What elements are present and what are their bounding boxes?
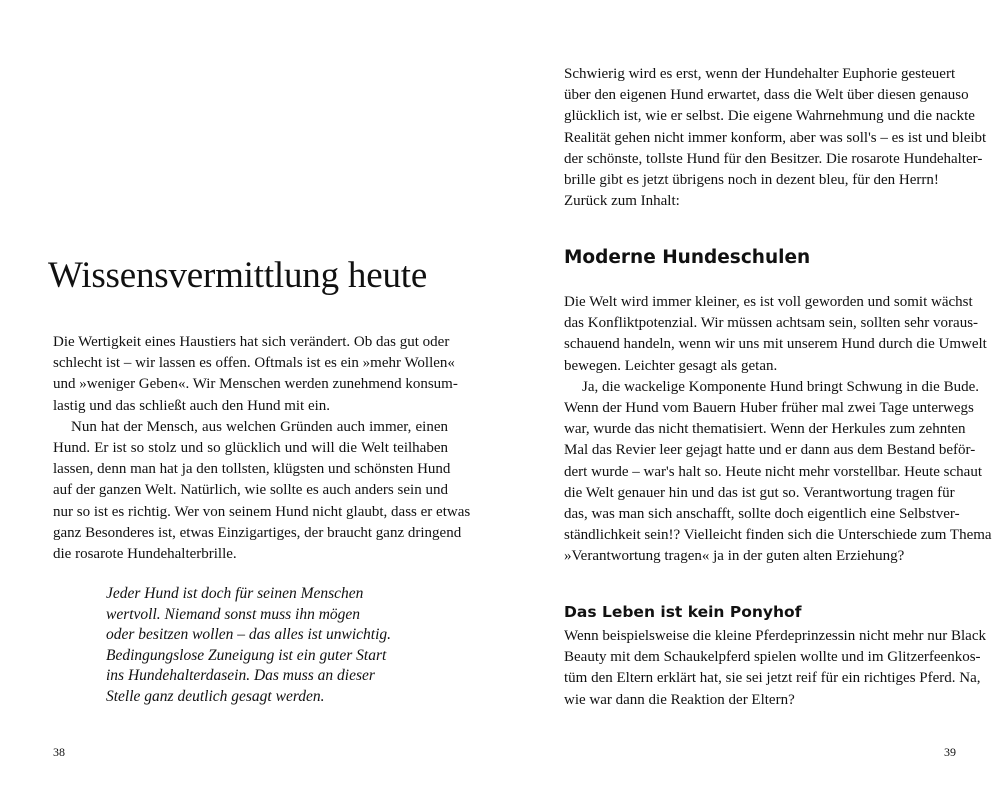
body-line: Ja, die wackelige Komponente Hund bringt Schwung in die Bude. — [582, 378, 980, 395]
body-line: Hund. Er ist so stolz und so glücklich und will die Welt teilhaben — [53, 439, 448, 456]
body-line: glücklich ist, wie er selbst. Die eigene Wahrnehmung und die nackte — [564, 108, 975, 125]
body-line: tüm den Eltern erklärt hat, sie sei jetzt reif für ein richtiges Pferd. Na, — [564, 670, 981, 687]
body-line: lassen, denn man hat ja den tollsten, klügsten und schönsten Hund — [53, 461, 451, 478]
body-line: nur so ist es richtig. Wer von seinem Hund nicht glaubt, dass er etwas — [53, 503, 471, 520]
body-line: Zurück zum Inhalt: — [564, 193, 680, 210]
quote-line: Stelle ganz deutlich gesagt werden. — [106, 687, 325, 705]
body-line: Realität gehen nicht immer konform, aber was soll's – es ist und bleibt — [564, 129, 987, 146]
page-number-left: 38 — [53, 745, 65, 759]
body-line: brille gibt es jetzt übrigens noch in dezent bleu, für den Herrn! — [564, 171, 939, 188]
body-line: ganz Besonderes ist, etwas Einzigartiges, der braucht ganz dringend — [53, 524, 462, 541]
body-line: das, was man sich anschafft, sollte doch eigentlich eine Selbstver- — [564, 505, 960, 522]
body-line: schauend handeln, wenn wir uns mit unserem Hund durch die Umwelt — [564, 336, 987, 353]
subsection-body-text — [564, 626, 986, 711]
body-line: schlecht ist – wir lassen es offen. Oftmals ist es ein »mehr Wollen« — [53, 355, 455, 372]
body-line: wie war dann die Reaktion der Eltern? — [564, 691, 795, 708]
body-line: über den eigenen Hund erwartet, dass die Welt über diesen genauso — [564, 87, 969, 104]
body-line: Nun hat der Mensch, aus welchen Gründen auch immer, einen — [71, 418, 448, 435]
quote-line: oder besitzen wollen – das alles ist unwichtig. — [106, 626, 392, 644]
body-line: die Welt genauer hin und das ist gut so. Verantwortung tragen für — [564, 484, 955, 501]
body-line: »Verantwortung tragen« ja in der guten alten Erziehung? — [564, 548, 905, 565]
body-line: Wenn der Hund vom Bauern Huber früher mal zwei Tage unterwegs — [564, 399, 974, 416]
body-line: Die Wertigkeit eines Haustiers hat sich verändert. Ob das gut oder — [53, 334, 450, 350]
page-number-right: 39 — [944, 745, 956, 759]
body-line: Die Welt wird immer kleiner, es ist voll geworden und somit wächst — [564, 294, 973, 310]
body-line: der schönste, tollste Hund für den Besitzer. Die rosarote Hundehalter- — [564, 150, 983, 167]
chapter-title: Wissensvermittlung heute — [48, 255, 428, 296]
body-line: Mal das Revier leer gejagt hatte und er dann aus dem Bestand beför- — [564, 442, 976, 459]
body-line: war, wurde das nicht thematisiert. Wenn der Herkules zum zehnten — [564, 421, 966, 438]
subsection-heading: Das Leben ist kein Ponyhof — [564, 603, 802, 621]
body-line: dert wurde – war's halt so. Heute nicht mehr vorstellbar. Heute schaut — [564, 463, 982, 480]
section-heading: Moderne Hundeschulen — [564, 247, 811, 268]
body-line: ständlichkeit sein!? Vielleicht finden sich die Unterschiede zum Thema — [564, 527, 992, 544]
left-body-text — [53, 332, 471, 565]
quote-line: ins Hundehalterdasein. Das muss an dieser — [106, 667, 375, 685]
quote-line: wertvoll. Niemand sonst muss ihn mögen — [106, 605, 361, 623]
body-line: lastig und das schließt auch den Hund mit ein. — [53, 397, 331, 414]
block-quote — [106, 584, 391, 708]
body-line: auf der ganzen Welt. Natürlich, wie sollte es auch anders sein und — [53, 482, 448, 499]
body-line: das Konfliktpotenzial. Wir müssen achtsam sein, sollten sehr voraus- — [564, 315, 979, 332]
quote-line: Bedingungslose Zuneigung ist ein guter Start — [106, 646, 387, 664]
quote-line: Jeder Hund ist doch für seinen Menschen — [106, 585, 364, 602]
right-page — [504, 0, 1008, 804]
body-line: bewegen. Leichter gesagt als getan. — [564, 357, 778, 374]
body-line: Wenn beispielsweise die kleine Pferdeprinzessin nicht mehr nur Black — [564, 628, 986, 644]
body-line: Schwierig wird es erst, wenn der Hundehalter Euphorie gesteuert — [564, 66, 956, 82]
section-body-text — [564, 292, 992, 567]
right-intro-text — [564, 64, 986, 212]
body-line: die rosarote Hundehalterbrille. — [53, 545, 237, 562]
body-line: und »weniger Geben«. Wir Menschen werden zunehmend konsum- — [53, 376, 458, 393]
body-line: Beauty mit dem Schaukelpferd spielen wollte und im Glitzerfeenkos- — [564, 649, 981, 666]
